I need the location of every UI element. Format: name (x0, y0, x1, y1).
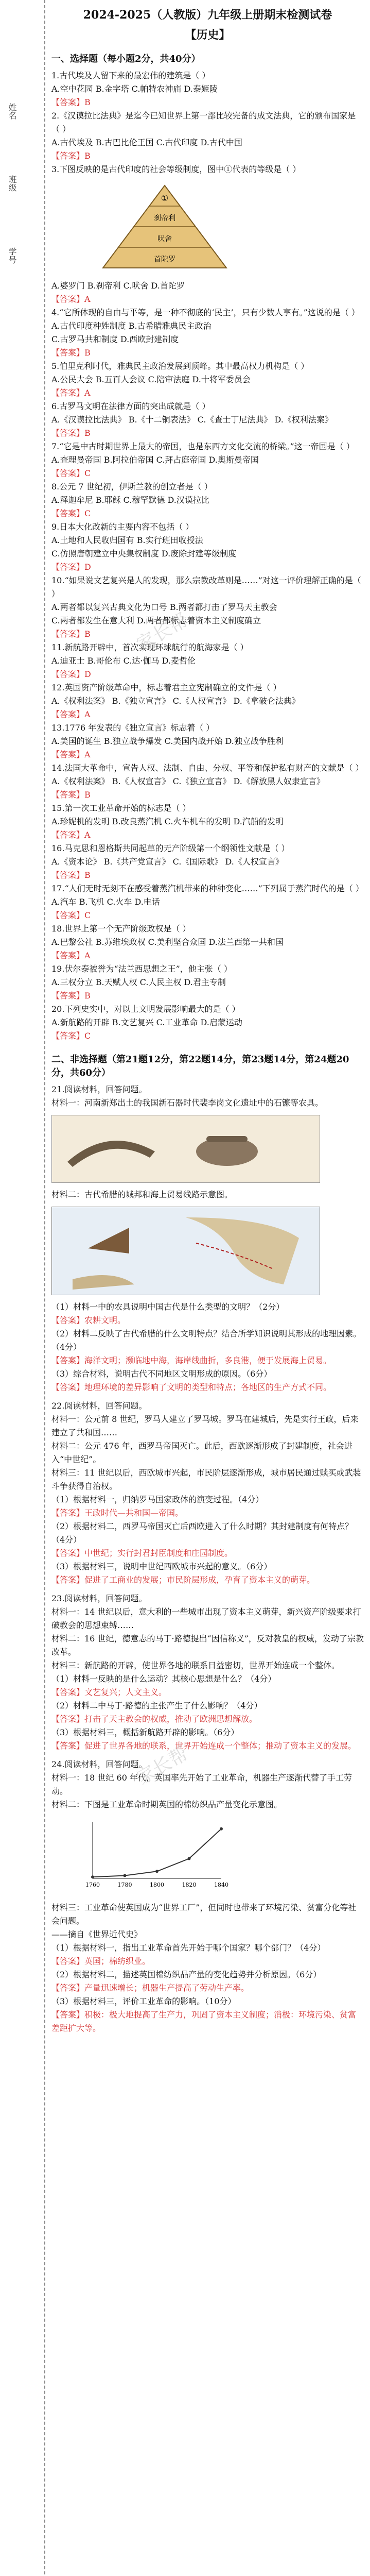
question-line: （3）根据材料三，概括新航路开辟的影响。（6分） (51, 1727, 239, 1737)
question-line: 材料二：公元 476 年，西罗马帝国灭亡。此后，西欧逐渐形成了封建制度，社会进入“中世纪”。 (51, 1441, 353, 1464)
q21-material1: 材料一：河南新郑出土的我国新石器时代裴李岗文化遗址中的石镰等农具。 (51, 1098, 324, 1108)
grinding-rod-shape (206, 1136, 248, 1142)
answer-line: 【答案】A (51, 750, 91, 759)
answer-line: 【答案】产量迅速增长；机器生产提高了劳动生产率。 (51, 1983, 250, 1993)
question-line: 材料三：新航路的开辟，使世界各地的联系日益密切，世界开始连成一个整体。 (51, 1660, 340, 1670)
data-point (124, 1874, 127, 1877)
question-line: A.古代埃及 B.古巴比伦王国 C.古代印度 D.古代中国 (51, 138, 242, 147)
question-line: A.土地和人民收归国有 B.实行班田收授法 (51, 535, 203, 545)
question-line: A.释迦牟尼 B.耶稣 C.穆罕默德 D.汉谟拉比 (51, 495, 209, 505)
cotton-output-chart-svg (72, 1817, 226, 1894)
pyramid-level-3: 吠舍 (157, 235, 172, 243)
question-line: 15.第一次工业革命开始的标志是（ ） (51, 803, 191, 813)
binding-field-id: 学号 (7, 247, 17, 264)
question-line: （1）材料一中的农具说明中国古代是什么类型的文明？（2分） (51, 1302, 285, 1312)
answer-line: 【答案】打击了天主教会的权威，推动了欧洲思想解放。 (51, 1714, 258, 1724)
cotton-output-chart (72, 1817, 364, 1896)
question-line: A.迪亚士 B.哥伦布 C.达·伽马 D.麦哲伦 (51, 656, 196, 666)
q23-intro: 23.阅读材料，回答问题。 (51, 1594, 147, 1603)
question-line: A.查理曼帝国 B.阿拉伯帝国 C.拜占庭帝国 D.奥斯曼帝国 (51, 455, 259, 465)
ship-shape (88, 1228, 129, 1253)
q24-intro: 24.阅读材料，回答问题。 (51, 1759, 147, 1769)
question-line: A.新航路的开辟 B.文艺复兴 C.工业革命 D.启蒙运动 (51, 1018, 242, 1027)
answer-line: 【答案】王政时代—共和国—帝国。 (51, 1508, 184, 1518)
watermark: 家长帮 (133, 1743, 192, 1789)
x-tick-label: 1760 (85, 1882, 100, 1888)
q21-material2: 材料二：古代希腊的城邦和海上贸易线路示意图。 (51, 1190, 233, 1199)
section1-questions-continued (51, 279, 364, 1043)
question-line: 材料一：14 世纪以后，意大利的一些城市出现了资本主义萌芽，新兴资产阶级要求打破教会的思想束缚…… (51, 1607, 361, 1630)
question-line: A.《汉谟拉比法典》 B.《十二铜表法》 C.《查士丁尼法典》 D.《权利法案》 (51, 415, 333, 425)
q24-questions (51, 1771, 364, 1811)
question-line: A.公民大会 B.五百人会议 C.陪审法庭 D.十将军委员会 (51, 375, 251, 384)
caste-pyramid-svg (98, 180, 232, 273)
x-tick-label: 1820 (182, 1882, 197, 1888)
data-point (220, 1827, 223, 1831)
question-line: 2.《汉谟拉比法典》是迄今已知世界上第一部比较完备的成文法典，它的颁布国家是（ ） (51, 111, 356, 134)
question-line: 1.古代埃及人留下来的最宏伟的建筑是（ ） (51, 71, 210, 80)
answer-line: 【答案】A (51, 294, 91, 304)
question-line: A.空中花园 B.金字塔 C.帕特农神庙 D.泰姬陵 (51, 84, 218, 94)
binding-strip (0, 0, 45, 2576)
question-line: ——摘自《世界近代史》 (51, 1929, 143, 1939)
question-line: C.仿照唐朝建立中央集权制度 D.废除封建等级制度 (51, 549, 237, 558)
series-line (93, 1829, 221, 1877)
answer-line: 【答案】B (51, 97, 91, 107)
answer-line: 【答案】B (51, 991, 91, 1001)
watermark: 家长帮 (133, 609, 192, 656)
data-point (188, 1857, 191, 1860)
question-line: 材料二：下图是工业革命时期英国的棉纺织品产量变化示意图。 (51, 1800, 283, 1809)
q21-intro: 21.阅读材料，回答问题。 (51, 1084, 147, 1094)
data-point (155, 1870, 158, 1873)
answer-line: 【答案】D (51, 669, 91, 679)
question-line: 13.1776 年发表的《独立宣言》标志着（ ） (51, 723, 215, 733)
answer-line: 【答案】农耕文明。 (51, 1315, 126, 1325)
question-line: 5.伯里克利时代，雅典民主政治发展到顶峰。其中最高权力机构是（ ） (51, 361, 309, 371)
answer-line: 【答案】A (51, 951, 91, 960)
question-line: A.珍妮机的发明 B.改良蒸汽机 C.火车机车的发明 D.汽船的发明 (51, 817, 284, 826)
q24-questions-continued (51, 1901, 364, 2035)
question-line: A.《权利法案》 B.《独立宣言》 C.《人权宣言》 D.《拿破仑法典》 (51, 696, 300, 706)
answer-line: 【答案】海洋文明；濒临地中海，海岸线曲折，多良港，便于发展海上贸易。 (51, 1355, 332, 1365)
question-line: 18.世界上第一个无产阶级政权是（ ） (51, 924, 191, 934)
question-line: 材料三：工业革命使英国成为“世界工厂”，但同时也带来了环境污染、贫富分化等社会问题。 (51, 1903, 357, 1926)
question-line: 8.公元 7 世纪初，伊斯兰教的创立者是（ ） (51, 482, 213, 492)
answer-line: 【答案】地理环境的差异影响了文明的类型和特点；各地区的生产方式不同。 (51, 1382, 332, 1392)
question-line: 材料二：16 世纪，德意志的马丁·路德提出“因信称义”，反对教皇的权威，发动了宗教改革。 (51, 1634, 364, 1657)
question-line: （2）根据材料二，西罗马帝国灭亡后西欧进入了什么时期？其封建制度有何特点？（4分） (51, 1521, 354, 1545)
section1-heading: 一、选择题（每小题2分，共40分） (51, 54, 201, 64)
answer-line: 【答案】B (51, 151, 91, 161)
question-line: （2）材料二反映了古代希腊的什么文明特点？结合所学知识说明其形成的地理因素。（4分） (51, 1329, 362, 1352)
question-line: 12.英国资产阶级革命中，标志着君主立宪制确立的文件是（ ） (51, 683, 281, 692)
question-line: 19.伏尔泰被誉为“法兰西思想之王”，他主张（ ） (51, 964, 232, 974)
greece-map-figure (51, 1207, 320, 1295)
q22-intro: 22.阅读材料，回答问题。 (51, 1401, 147, 1411)
question-line: （3）综合材料，说明古代不同地区文明形成的原因。（6分） (51, 1369, 272, 1379)
question-line: C.古罗马共和制度 D.西欧封建制度 (51, 334, 179, 344)
question-line: 17.“人们无时无刻不在感受着蒸汽机带来的种种变化……”下列属于蒸汽时代的是（ ） (51, 884, 364, 893)
answer-line: 【答案】A (51, 709, 91, 719)
question-line: A.巴黎公社 B.苏维埃政权 C.美利坚合众国 D.法兰西第一共和国 (51, 937, 284, 947)
question-line: 20.下列史实中，对以上文明发展影响最大的是（ ） (51, 1004, 240, 1014)
question-line: A.《权利法案》 B.《人权宣言》 C.《独立宣言》 D.《解放黑人奴隶宣言》 (51, 776, 325, 786)
answer-line: 【答案】文艺复兴；人文主义。 (51, 1687, 167, 1697)
question-line: 材料三：11 世纪以后，西欧城市兴起，市民阶层逐渐形成，城市居民通过赎买或武装斗争获得自治权。 (51, 1468, 361, 1491)
answer-line: 【答案】C (51, 468, 91, 478)
question-line: 3.下图反映的是古代印度的社会等级制度，图中①代表的等级是（ ） (51, 164, 301, 174)
question-line: 材料一：18 世纪 60 年代，英国率先开始了工业革命，机器生产逐渐代替了手工劳动。 (51, 1773, 352, 1796)
answer-line: 【答案】英国；棉纺织业。 (51, 1956, 151, 1966)
caste-pyramid-figure (98, 180, 364, 275)
question-line: A.汽车 B.飞机 C.火车 D.电话 (51, 897, 160, 907)
question-line: （2）材料二中马丁·路德的主张产生了什么影响？（4分） (51, 1701, 262, 1710)
binding-field-class: 班级 (7, 175, 17, 192)
answer-line: 【答案】积极：极大地提高了生产力，巩固了资本主义制度；消极：环境污染、贫富差距扩大等。 (51, 2010, 357, 2033)
x-tick-label: 1780 (117, 1882, 132, 1888)
q22-questions (51, 1413, 364, 1587)
answer-line: 【答案】B (51, 790, 91, 800)
question-line: A.婆罗门 B.刹帝利 C.吠舍 D.首陀罗 (51, 281, 185, 291)
pyramid-level-2: 刹帝利 (154, 214, 175, 223)
question-line: 11.新航路开辟中，首次实现环球航行的航海家是（ ） (51, 642, 249, 652)
question-line: 材料一：公元前 8 世纪，罗马人建立了罗马城。罗马在建城后，先是实行王政，后来建立了共和国…… (51, 1414, 359, 1437)
question-line: A.《资本论》 B.《共产党宣言》 C.《国际歌》 D.《人权宣言》 (51, 857, 284, 867)
stone-tools-svg (52, 1115, 320, 1182)
pyramid-level-1: ① (161, 193, 169, 203)
answer-line: 【答案】A (51, 830, 91, 840)
question-line: 16.马克思和恩格斯共同起草的无产阶级第一个纲领性文献是（ ） (51, 843, 290, 853)
exam-content (51, 0, 364, 2035)
question-line: A.三权分立 B.天赋人权 C.人民主权 D.君主专制 (51, 977, 226, 987)
question-line: （1）根据材料一，归纳罗马国家政体的演变过程。（4分） (51, 1495, 264, 1504)
x-tick-label: 1840 (214, 1882, 228, 1888)
answer-line: 【答案】促进了世界各地的联系，世界开始连成一个整体；推动了资本主义的发展。 (51, 1741, 357, 1751)
land-shape (186, 1217, 299, 1284)
question-line: 6.古罗马文明在法律方面的突出成就是（ ） (51, 401, 210, 411)
stone-sickle-shape (67, 1141, 155, 1167)
question-line: C.两者都发生在意大利 D.两者都标志着资本主义制度确立 (51, 616, 261, 625)
question-line: 10.“如果说文艺复兴是人的发现，那么宗教改革则是……”对这一评价理解正确的是（ ） (51, 575, 361, 599)
answer-line: 【答案】D (51, 562, 91, 572)
stone-tools-figure (51, 1115, 320, 1183)
question-line: （1）根据材料一，指出工业革命首先开始于哪个国家？哪个部门？（4分） (51, 1943, 326, 1953)
question-line: （3）根据材料三，评价工业革命的影响。（10分） (51, 1996, 236, 2006)
question-line: A.古代印度种姓制度 B.古希腊雅典民主政治 (51, 321, 212, 331)
question-line: A.美国的诞生 B.独立战争爆发 C.美国内战开始 D.独立战争胜利 (51, 736, 284, 746)
question-line: （3）根据材料三，说明中世纪西欧城市兴起的意义。（6分） (51, 1562, 272, 1571)
question-line: （1）材料一反映的是什么运动？其核心思想是什么？（4分） (51, 1674, 276, 1684)
answer-line: 【答案】C (51, 1031, 91, 1041)
answer-line: 【答案】B (51, 870, 91, 880)
q23-questions (51, 1605, 364, 1753)
x-tick-label: 1800 (150, 1882, 164, 1888)
land-shape (73, 1275, 134, 1290)
question-line: 7.“它是中古时期世界上最大的帝国，也是东西方文化交流的桥梁。”这一帝国是（ ） (51, 442, 355, 451)
greece-map-svg (52, 1207, 320, 1295)
answer-line: 【答案】促进了工商业的发展；市民阶层形成，孕育了资本主义的萌芽。 (51, 1575, 315, 1585)
answer-line: 【答案】C (51, 910, 91, 920)
q21-questions (51, 1300, 364, 1394)
answer-line: 【答案】B (51, 348, 91, 358)
answer-line: 【答案】中世纪；实行封君封臣制度和庄园制度。 (51, 1548, 233, 1558)
question-line: 9.日本大化改新的主要内容不包括（ ） (51, 522, 194, 532)
answer-line: 【答案】B (51, 629, 91, 639)
answer-line: 【答案】C (51, 509, 91, 518)
section1-questions (51, 69, 364, 176)
answer-line: 【答案】A (51, 388, 91, 398)
exam-subject: 【历史】 (185, 28, 231, 42)
question-line: 14.法国大革命中，宣告人权、法制、自由、分权、平等和保护私有财产的文献是（ ） (51, 763, 364, 773)
section2-heading: 二、非选择题（第21题12分，第22题14分，第23题14分，第24题20分，共60分） (51, 1054, 349, 1078)
question-line: 4.“它所体现的自由与平等，是一种不彻底的‘民主’，只有少数人享有。”这说的是（ ） (51, 308, 360, 317)
pyramid-level-4: 首陀罗 (154, 256, 175, 264)
question-line: （2）根据材料二，描述英国棉纺织品产量的变化趋势并分析原因。（6分） (51, 1970, 322, 1979)
exam-title: 2024-2025（人教版）九年级上册期末检测试卷 (83, 8, 332, 22)
question-line: A.两者都以复兴古典文化为口号 B.两者都打击了罗马天主教会 (51, 602, 277, 612)
data-point (91, 1875, 94, 1878)
answer-line: 【答案】B (51, 428, 91, 438)
binding-field-name: 姓名 (7, 103, 17, 120)
